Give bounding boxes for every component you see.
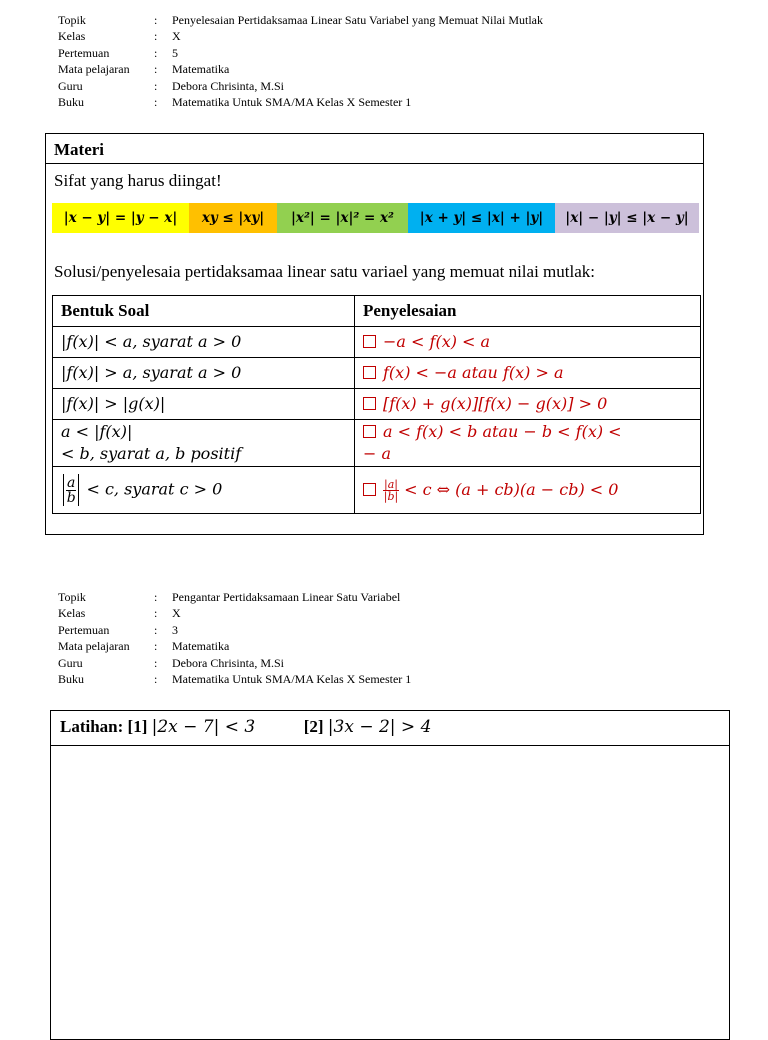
- info-row-topik: Topik : Pengantar Pertidaksamaan Linear Satu Variabel: [58, 590, 401, 604]
- soal-cell: a < |f(x)| < b, syarat a, b positif: [53, 420, 355, 467]
- latihan-label: Latihan:: [60, 717, 124, 736]
- fraction: $\frac{a}{b}$: [66, 474, 76, 506]
- checkbox-icon: [363, 425, 376, 438]
- abs-bar: [63, 474, 64, 506]
- soal-cell: $\frac{a}{b}$ < c, syarat c > 0: [53, 467, 355, 514]
- materi-box: [45, 133, 704, 535]
- info-row-topik: Topik : Penyelesaian Pertidaksamaa Linear Satu Variabel yang Memuat Nilai Mutlak: [58, 13, 543, 27]
- header-bentuk-soal: Bentuk Soal: [53, 296, 355, 327]
- table-header-row: [53, 296, 701, 327]
- info-row-mapel: Mata pelajaran : Matematika: [58, 62, 230, 77]
- info-row-kelas: Kelas : X: [58, 29, 181, 44]
- abs-bar: [78, 474, 79, 506]
- solution-table: [52, 295, 701, 514]
- info-row-pertemuan: Pertemuan : 3: [58, 622, 178, 637]
- penyelesaian-cell: f(x) < −a atau f(x) > a: [355, 358, 701, 389]
- latihan-item1-number: [1]: [127, 717, 148, 736]
- table-row: [53, 358, 701, 389]
- info-row-pertemuan: Pertemuan : 5: [58, 45, 178, 60]
- latihan-item1: |2x − 7| < 3: [151, 717, 256, 737]
- info-row-kelas: Kelas : X: [58, 606, 181, 621]
- penyelesaian-cell: [f(x) + g(x)][f(x) − g(x)] > 0: [355, 389, 701, 420]
- soal-cell: |f(x)| > |g(x)|: [53, 389, 355, 420]
- property-2: xy ≤ |xy|: [189, 203, 277, 233]
- info-row-guru: Guru : Debora Chrisinta, M.Si: [58, 78, 284, 93]
- checkbox-icon: [363, 397, 376, 410]
- info-row-guru: Guru : Debora Chrisinta, M.Si: [58, 655, 284, 670]
- table-row: [53, 327, 701, 358]
- checkbox-icon: [363, 335, 376, 348]
- property-1: |x − y| = |y − x|: [52, 203, 189, 233]
- penyelesaian-cell: a < f(x) < b atau − b < f(x) < − a: [355, 420, 701, 467]
- table-row: [53, 389, 701, 420]
- latihan-item2: |3x − 2| > 4: [327, 717, 432, 737]
- info-row-buku: Buku : Matematika Untuk SMA/MA Kelas X Semester 1: [58, 95, 412, 110]
- info-row-mapel: Mata pelajaran : Matematika: [58, 639, 230, 654]
- penyelesaian-cell: −a < f(x) < a: [355, 327, 701, 358]
- latihan-item2-number: [2]: [303, 717, 324, 736]
- latihan-heading: [51, 711, 729, 746]
- solusi-text: Solusi/penyelesaia pertidaksamaa linear satu variael yang memuat nilai mutlak:: [54, 262, 595, 281]
- info-row-buku: Buku : Matematika Untuk SMA/MA Kelas X Semester 1: [58, 672, 412, 687]
- property-3: |x²| = |x|² = x²: [277, 203, 408, 233]
- latihan-box: [50, 710, 730, 1040]
- properties-strip: [52, 203, 699, 233]
- table-row: [53, 420, 701, 467]
- info-block-1: [58, 12, 543, 110]
- property-4: |x + y| ≤ |x| + |y|: [408, 203, 555, 233]
- header-penyelesaian: Penyelesaian: [355, 296, 701, 327]
- info-block-2: [58, 589, 411, 687]
- soal-cell: |f(x)| > a, syarat a > 0: [53, 358, 355, 389]
- table-row: [53, 467, 701, 514]
- sifat-title: Sifat yang harus diingat!: [54, 171, 222, 190]
- checkbox-icon: [363, 483, 376, 496]
- penyelesaian-cell: $\frac{|a|}{|b|}$ < c ⇔ (a + cb)(a − cb) < 0: [355, 467, 701, 514]
- soal-cell: |f(x)| < a, syarat a > 0: [53, 327, 355, 358]
- materi-heading: Materi: [46, 134, 703, 164]
- checkbox-icon: [363, 366, 376, 379]
- property-5: |x| − |y| ≤ |x − y|: [555, 203, 699, 233]
- fraction: $\frac{|a|}{|b|}$: [383, 477, 399, 503]
